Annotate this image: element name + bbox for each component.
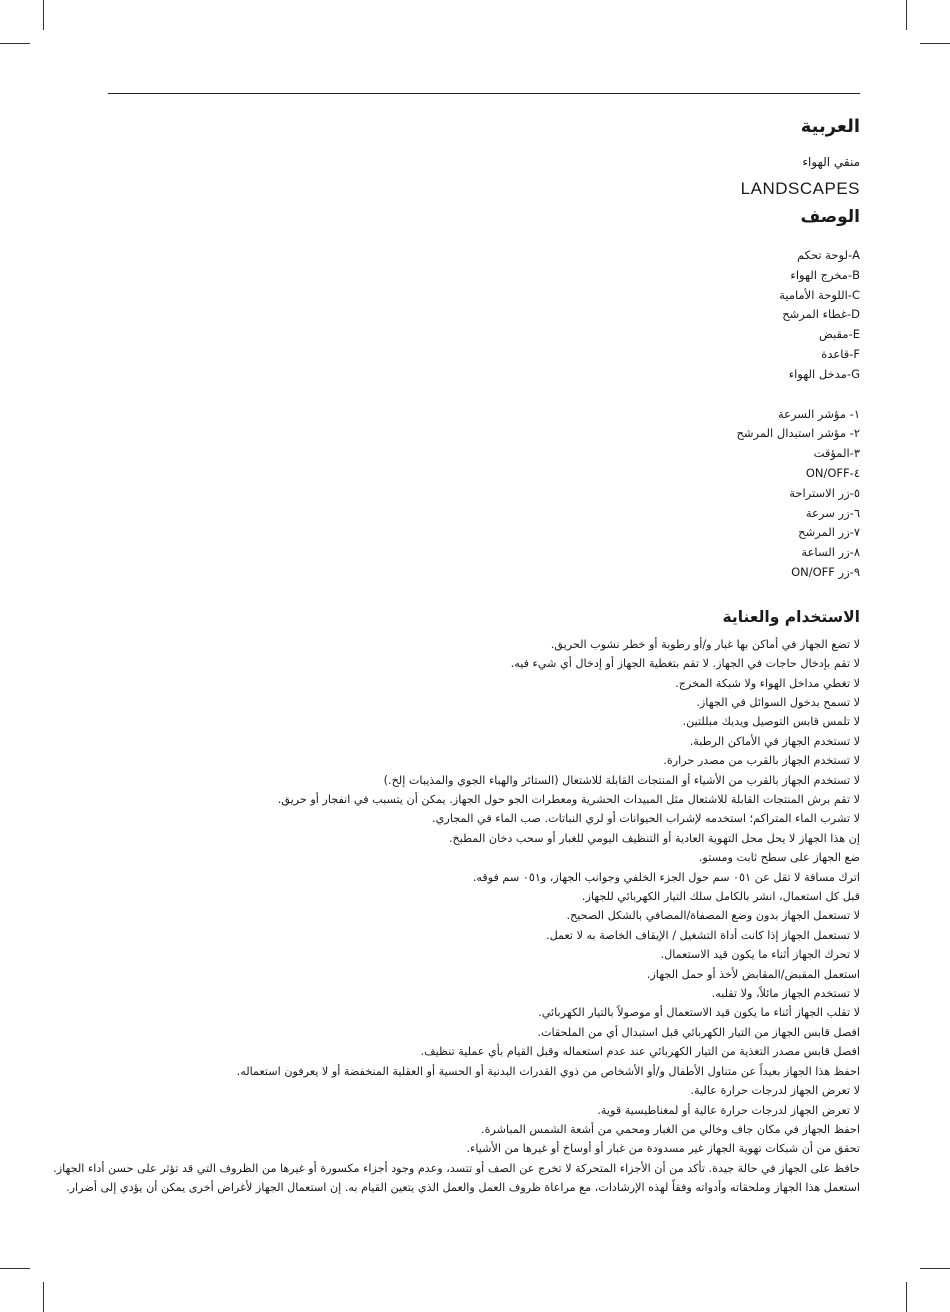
controls-list — [108, 405, 860, 583]
list-item: ٢- مؤشر استبدال المرشح — [736, 426, 860, 441]
list-item: لا تقم برش المنتجات القابلة للاشتعال مثل المبيدات الحشرية ومعطرات الجو حول الجهاز. يمكن أن يتسبب في انفجار أو حريق. — [277, 793, 860, 806]
list-item: تحقق من أن شبكات تهوية الجهاز غير مسدودة من غبار أو أوساخ أو غيرها من الأشياء. — [466, 1142, 860, 1156]
list-item: افصل قابس مصدر التغذية من التيار الكهربائي عند عدم استعماله وقبل القيام بأي عملية تنظيف. — [420, 1045, 860, 1059]
list-item: لا تستخدم الجهاز مائلاً، ولا تقلبه. — [711, 987, 860, 1001]
list-item: لا تقم بإدخال حاجات في الجهاز. لا تقم بتغطية الجهاز أو إدخال أي شيء فيه. — [510, 657, 860, 671]
list-item: لا تحرك الجهاز أثناء ما يكون قيد الاستعمال. — [660, 948, 860, 962]
parts-list — [108, 246, 860, 385]
list-item: احفظ الجهاز في مكان جاف وخالي من الغبار ومحمي من أشعة الشمس المباشرة. — [481, 1122, 860, 1136]
list-item: B-مخرج الهواء — [790, 267, 860, 282]
usage-list — [53, 635, 860, 1198]
list-item: ١- مؤشر السرعة — [777, 406, 860, 421]
list-item: ٧-زر المرشح — [798, 525, 860, 540]
list-item: لا تسمح بدخول السوائل في الجهاز. — [696, 695, 860, 709]
list-item: لا تستعمل الجهاز إذا كانت أداة التشغيل / الإيقاف الخاصة به لا تعمل. — [546, 928, 860, 942]
list-item: لا تلمس قابس التوصيل ويديك مبللتين. — [682, 715, 860, 729]
list-item: لا تشرب الماء المتراكم؛ استخدمه لإشراب الحيوانات أو لري النباتات. صب الماء في المجاري. — [432, 812, 860, 826]
list-spacer — [108, 385, 860, 405]
list-item: E-مقبض — [819, 327, 860, 342]
list-item: D-غطاء المرشح — [782, 307, 860, 322]
crop-mark-bottom-left-horizontal — [0, 1268, 30, 1269]
list-item: افصل قابس الجهاز من التيار الكهربائي قبل استبدال أي من الملحقات. — [537, 1025, 860, 1039]
list-item: قبل كل استعمال، انشر بالكامل سلك التيار الكهربائي للجهاز. — [581, 890, 860, 904]
list-item: لا تقلب الجهاز أثناء ما يكون قيد الاستعمال أو موصولاً بالتيار الكهربائي. — [538, 1006, 860, 1020]
usage-heading: الاستخدام والعناية — [722, 607, 860, 626]
list-item: F-قاعدة — [821, 346, 860, 361]
list-item: A-لوحة تحكم — [796, 248, 860, 262]
language-heading: العربية — [800, 116, 860, 137]
crop-mark-top-right-vertical — [906, 0, 907, 30]
list-item: لا تغطي مداخل الهواء ولا شبكة المخرج. — [675, 676, 860, 690]
product-name: منقي الهواء — [802, 155, 860, 169]
crop-mark-top-right-horizontal — [920, 43, 950, 44]
list-item: ٩-زر ON/OFF — [791, 564, 860, 579]
document-body — [53, 108, 860, 1198]
list-item: ٨-زر الساعة — [801, 545, 860, 560]
list-item: لا تستخدم الجهاز بالقرب من الأشياء أو المنتجات القابلة للاشتعال (الستائر والهباء الجوي والمذيبات إلخ.) — [383, 773, 860, 787]
list-item: ٣-المؤقت — [813, 446, 860, 461]
crop-mark-top-left-horizontal — [0, 43, 30, 44]
description-heading: الوصف — [800, 207, 860, 227]
list-item: استعمل هذا الجهاز وملحقاته وأدواته وفقاً لهذه الإرشادات، مع مراعاة ظروف العمل والعمل الذي يتعين القيام به. إن استعمال الجهاز لأغراض أخرى يمكن أن يؤدي إلى أضرار. — [66, 1181, 860, 1195]
list-item: لا تضع الجهاز في أماكن بها غبار و/أو رطوبة أو خطر نشوب الحريق. — [550, 637, 860, 651]
list-item: ٤-ON/OFF — [805, 465, 860, 480]
list-item: احفظ هذا الجهاز بعيداً عن متناول الأطفال و/أو الأشخاص من ذوي القدرات البدنية أو الحسية أو العقلية المنخفضة أو لا يعرفون استعماله. — [236, 1064, 860, 1078]
list-item: استعمل المقبض/المقابض لأخذ أو حمل الجهاز. — [646, 967, 860, 981]
list-item: لا تستعمل الجهاز بدون وضع المصفاة/المصافي بالشكل الصحيح. — [566, 909, 860, 923]
list-item: إن هذا الجهاز لا يحل محل التهوية العادية أو التنظيف اليومي للغبار أو سحب دخان المطبخ. — [448, 831, 860, 845]
list-item: G-مدخل الهواء — [788, 366, 860, 381]
list-item: لا تستخدم الجهاز في الأماكن الرطبة. — [689, 734, 860, 748]
crop-mark-top-left-vertical — [43, 0, 44, 30]
list-item: ضع الجهاز على سطح ثابت ومستو. — [698, 851, 860, 865]
header-rule — [108, 93, 860, 94]
crop-mark-bottom-left-vertical — [43, 1282, 44, 1312]
list-item: ٦-زر سرعة — [805, 505, 860, 520]
list-item: حافظ على الجهاز في حالة جيدة. تأكد من أن الأجزاء المتحركة لا تخرج عن الصف أو تتسد، وعدم وجود أجزاء مكسورة أو غيرها من الظروف التي قد تؤثر على حسن أداء الجهاز. — [53, 1161, 860, 1175]
list-item: لا تعرض الجهاز لدرجات حرارة عالية أو لمغناطيسية قوية. — [597, 1103, 860, 1117]
crop-mark-bottom-right-vertical — [906, 1282, 907, 1312]
crop-mark-bottom-right-horizontal — [920, 1268, 950, 1269]
list-item: لا تستخدم الجهاز بالقرب من مصدر حرارة. — [663, 754, 860, 768]
list-item: ٥-زر الاستراحة — [789, 485, 860, 500]
list-item: C-اللوحة الأمامية — [779, 287, 860, 302]
list-item: لا تعرض الجهاز لدرجات حرارة عالية. — [690, 1084, 860, 1098]
list-item: اترك مسافة لا تقل عن ٠٥١ سم حول الجزء الخلفي وجوانب الجهاز، و٠٥١ سم فوقه. — [472, 870, 860, 884]
brand-name: LANDSCAPES — [740, 179, 860, 198]
